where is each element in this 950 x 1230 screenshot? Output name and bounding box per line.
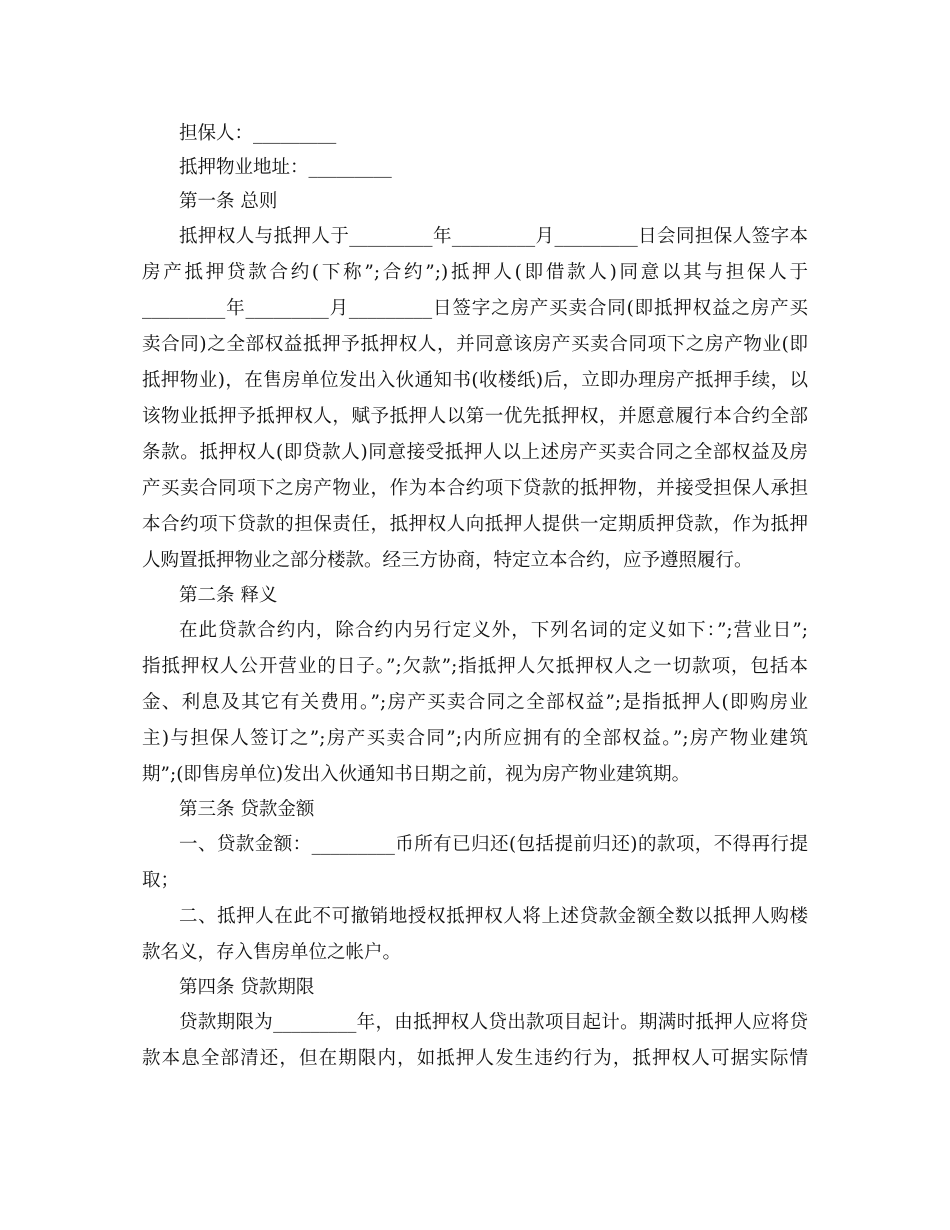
article-2-heading: 第二条 释义: [179, 585, 278, 606]
article-1-text-line: _________年_________月_________日签字之房产买卖合同(即抵押权益之房产买: [142, 298, 808, 319]
article-1-text-line: 抵押权人与抵押人于_________年_________月_________日会同担保人签字本: [179, 226, 808, 247]
article-3-clause-2-line: 二、抵押人在此不可撤销地授权抵押权人将上述贷款金额全数以抵押人购楼: [179, 906, 808, 927]
article-3-clause-2-line: 款名义，存入售房单位之帐户。: [142, 942, 402, 963]
article-1-text-line: 房产抵押贷款合约(下称”;合约”;)抵押人(即借款人)同意以其与担保人于: [142, 262, 808, 283]
article-2-text-line: 指抵押权人公开营业的日子。”;欠款”;指抵押人欠抵押权人之一切款项，包括本: [142, 656, 808, 677]
article-1-text-line: 人购置抵押物业之部分楼款。经三方协商，特定立本合约，应予遵照履行。: [142, 550, 753, 571]
article-2-text-line: 在此贷款合约内，除合约内另行定义外，下列名词的定义如下：”;营业日”;: [179, 620, 808, 641]
guarantor-line: 担保人：_________: [179, 123, 337, 144]
article-4-text-line: 贷款期限为_________年，由抵押权人贷出款项目起计。期满时抵押人应将贷: [179, 1012, 808, 1033]
article-1-text-line: 卖合同)之全部权益抵押予抵押权人，并同意该房产买卖合同项下之房产物业(即: [142, 334, 808, 355]
article-1-text-line: 该物业抵押予抵押权人，赋予抵押人以第一优先抵押权，并愿意履行本合约全部: [142, 406, 808, 427]
article-1-text-line: 抵押物业)，在售房单位发出入伙通知书(收楼纸)后，立即办理房产抵押手续，以: [142, 370, 808, 391]
article-4-heading: 第四条 贷款期限: [179, 977, 315, 998]
article-1-text-line: 产买卖合同项下之房产物业，作为本合约项下贷款的抵押物，并接受担保人承担: [142, 478, 808, 499]
article-1-text-line: 本合约项下贷款的担保责任，抵押权人向抵押人提供一定期质押贷款，作为抵押: [142, 514, 808, 535]
article-2-text-line: 主)与担保人签订之”;房产买卖合同”;内所应拥有的全部权益。”;房产物业建筑: [142, 728, 808, 749]
article-1-text-line: 条款。抵押权人(即贷款人)同意接受抵押人以上述房产买卖合同之全部权益及房: [142, 442, 808, 463]
article-3-clause-1-line: 一、贷款金额：_________币所有已归还(包括提前归还)的款项，不得再行提: [179, 834, 808, 855]
article-2-text-line: 金、利息及其它有关费用。”;房产买卖合同之全部权益”;是指抵押人(即购房业: [142, 692, 808, 713]
article-1-heading: 第一条 总则: [179, 191, 278, 212]
contract-page: [142, 117, 808, 1077]
article-4-text-line: 款本息全部清还，但在期限内，如抵押人发生违约行为，抵押权人可据实际情: [142, 1048, 808, 1069]
article-2-text-line: 期”;(即售房单位)发出入伙通知书日期之前，视为房产物业建筑期。: [142, 764, 691, 785]
property-address-line: 抵押物业地址：_________: [179, 157, 392, 178]
article-3-clause-1-line: 取；: [142, 870, 180, 891]
article-3-heading: 第三条 贷款金额: [179, 799, 315, 820]
